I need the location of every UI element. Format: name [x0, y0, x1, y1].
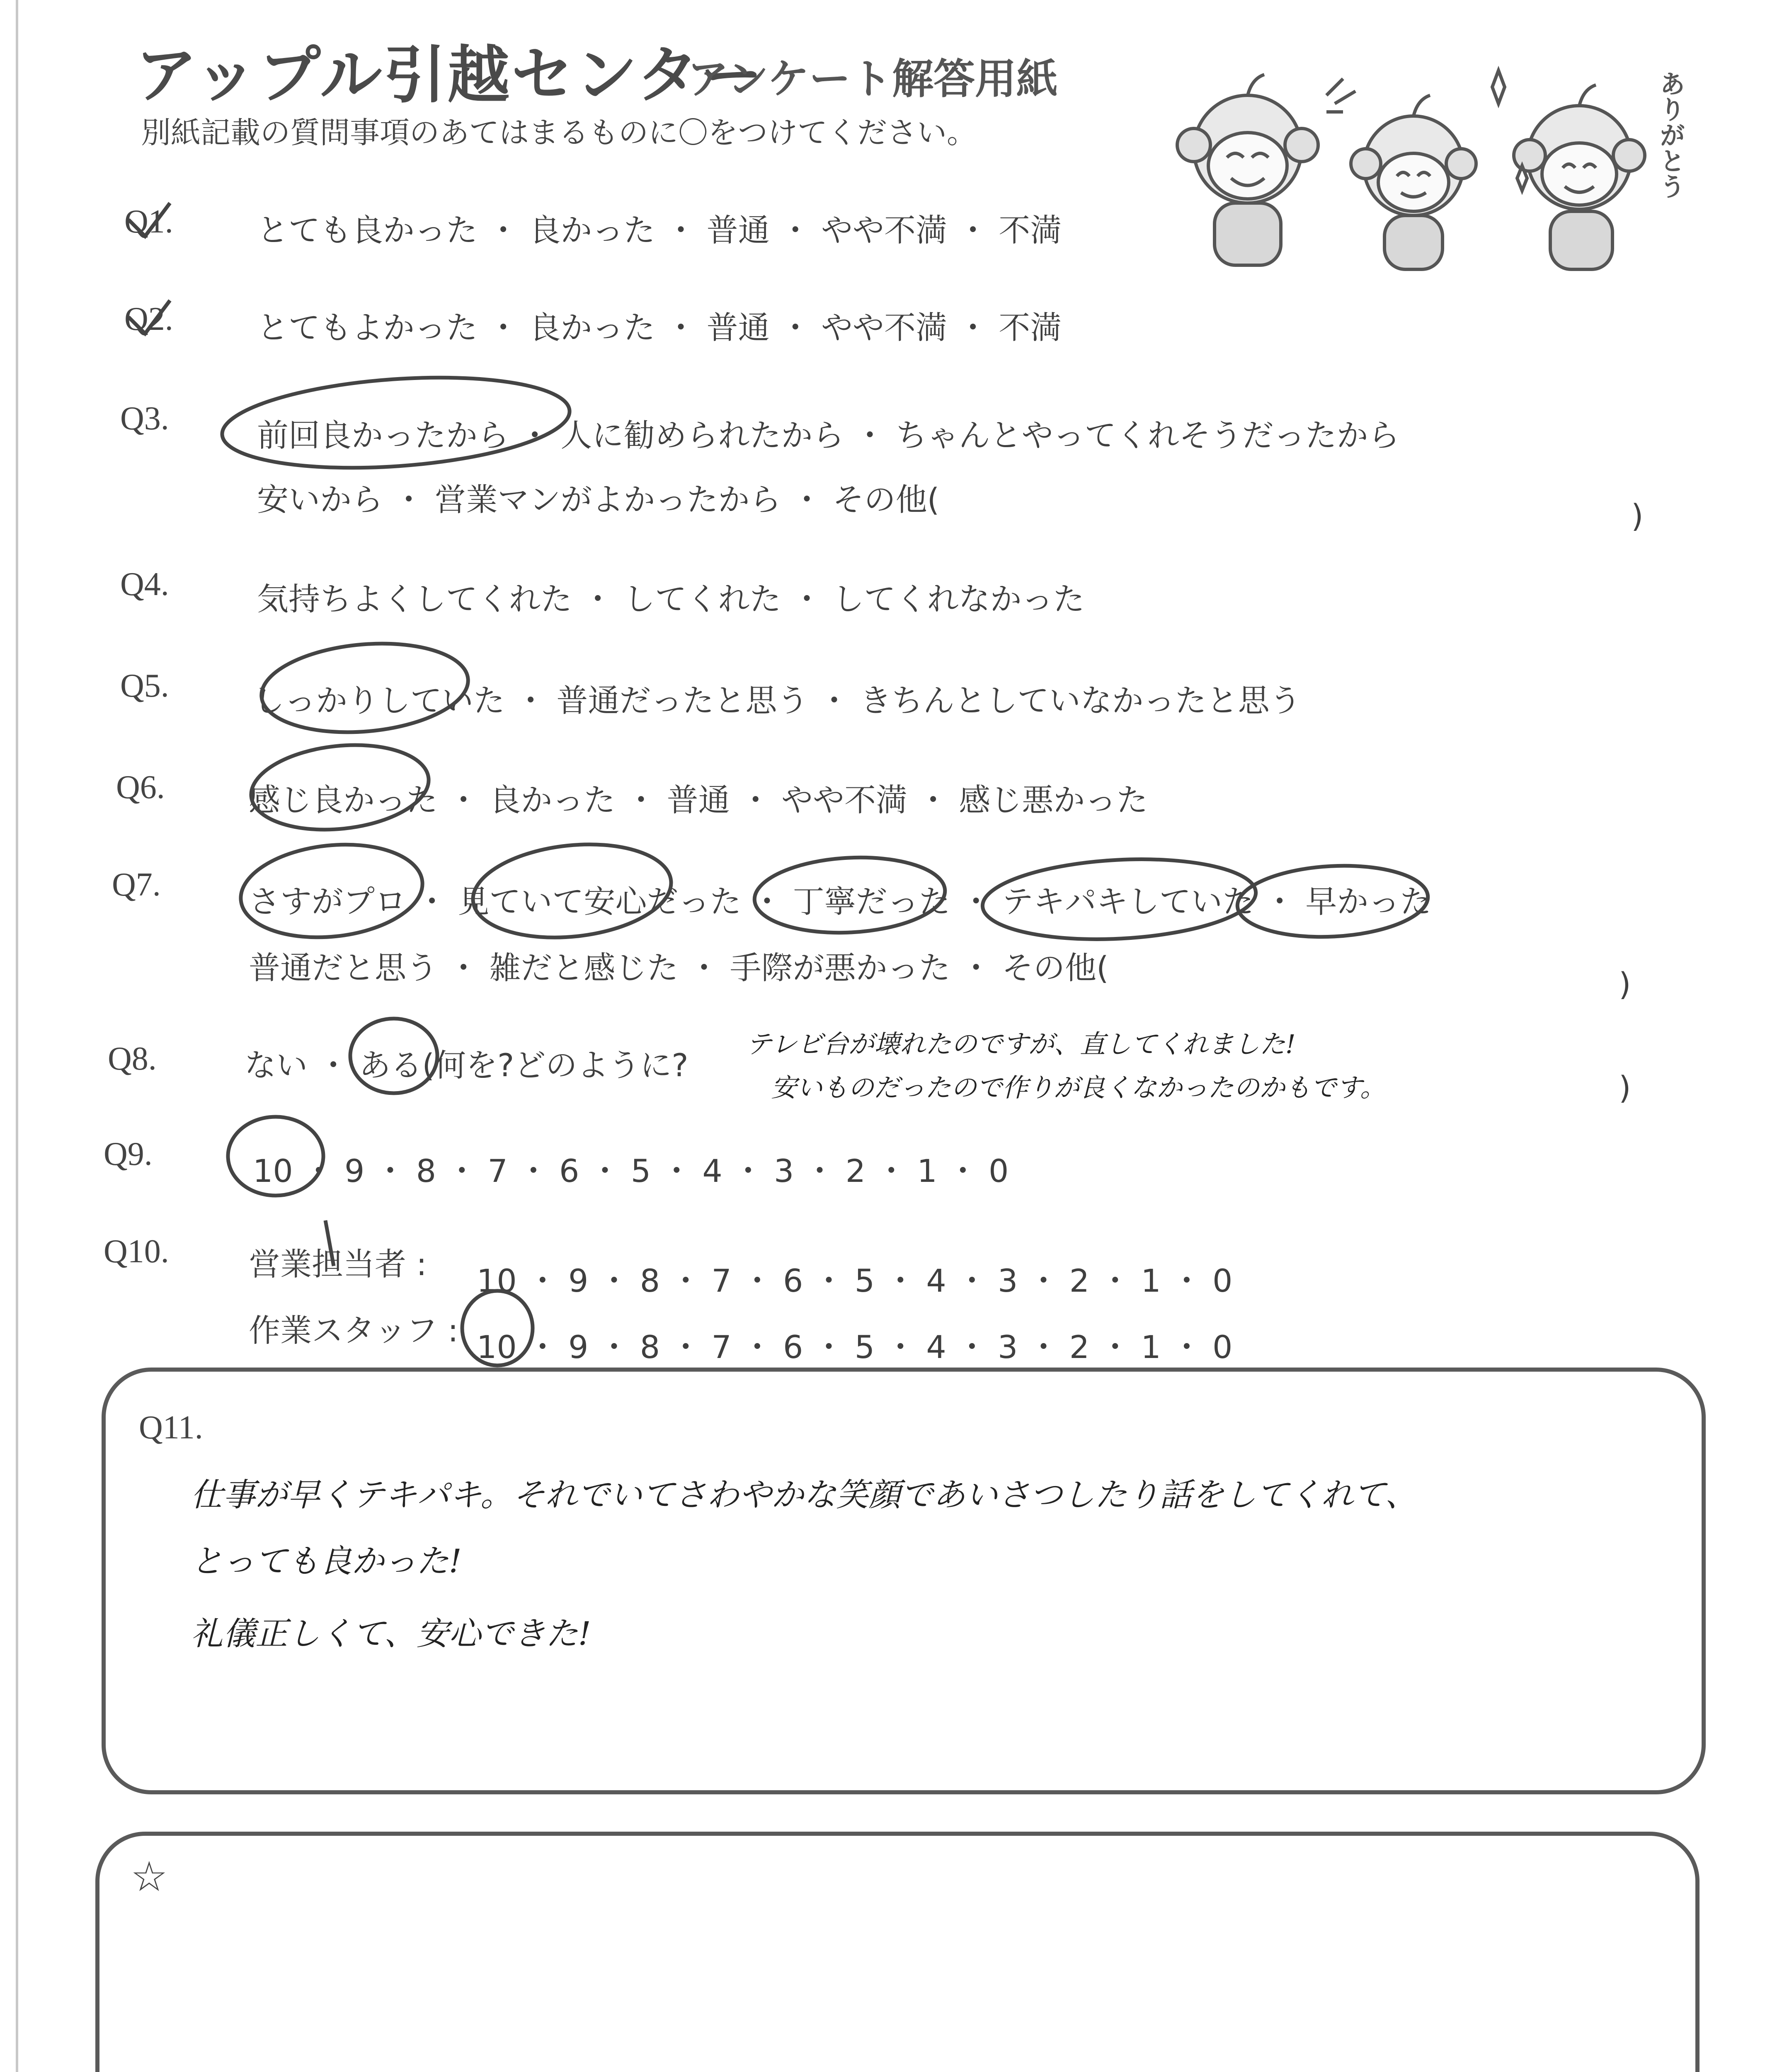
q1-label: Q1.: [124, 203, 173, 240]
q6-label: Q6.: [116, 769, 165, 806]
q11-comment-line2: とっても良かった!: [191, 1543, 462, 1580]
instruction-text: 別紙記載の質問事項のあてはまるものに〇をつけてください。: [141, 115, 977, 150]
q10-sales-scale[interactable]: 10 ・ 9 ・ 8 ・ 7 ・ 6 ・ 5 ・ 4 ・ 3 ・ 2 ・ 1 ・ 0: [477, 1262, 1233, 1299]
q3-close-paren: ): [1631, 497, 1644, 534]
q7-label: Q7.: [112, 867, 161, 903]
q1-options[interactable]: とても良かった ・ 良かった ・ 普通 ・ やや不満 ・ 不満: [257, 212, 1062, 249]
q10-staff-label: 作業スタッフ :: [249, 1312, 458, 1349]
q10-staff-scale[interactable]: 10 ・ 9 ・ 8 ・ 7 ・ 6 ・ 5 ・ 4 ・ 3 ・ 2 ・ 1 ・ 0: [477, 1329, 1233, 1365]
q7-options-line1[interactable]: さすがプロ ・ 見ていて安心だった ・ 丁寧だった ・ テキパキしていた ・ 早かった: [249, 883, 1432, 920]
q2-label: Q2.: [124, 301, 173, 337]
company-title: アップル引越センター: [135, 39, 764, 111]
q8-close-paren: ): [1619, 1069, 1631, 1106]
q7-circle-3: [753, 853, 947, 937]
q9-circle: [228, 1117, 323, 1196]
form-subtitle: アンケート解答用紙: [687, 55, 1058, 103]
q7-options-line2[interactable]: 普通だと思う ・ 雑だと感じた ・ 手際が悪かった ・ その他(: [249, 949, 1109, 986]
q9-label: Q9.: [104, 1136, 153, 1172]
q5-options[interactable]: しっかりしていた ・ 普通だったと思う ・ きちんとしていなかったと思う: [253, 682, 1301, 719]
q7-circle-4: [980, 853, 1258, 946]
q10-label: Q10.: [104, 1233, 169, 1270]
q7-circle-2: [468, 835, 676, 947]
mascot-thanks-text: ありがとう: [1655, 70, 1686, 199]
q11-comment-line3: 礼儀正しくて、安心できた!: [191, 1615, 591, 1653]
q3-options-line2[interactable]: 安いから ・ 営業マンがよかったから ・ その他(: [257, 481, 940, 518]
q3-label: Q3.: [120, 400, 169, 437]
q5-label: Q5.: [120, 668, 169, 704]
q10-sales-label: 営業担当者 :: [249, 1246, 427, 1283]
q10-tick-mark: [325, 1220, 334, 1266]
q7-circle-5: [1236, 861, 1430, 942]
q8-circle: [350, 1019, 437, 1093]
q4-label: Q4.: [120, 566, 169, 603]
q9-scale[interactable]: 10 ・ 9 ・ 8 ・ 7 ・ 6 ・ 5 ・ 4 ・ 3 ・ 2 ・ 1 ・ 0: [253, 1152, 1009, 1189]
q6-options[interactable]: 感じ良かった ・ 良かった ・ 普通 ・ やや不満 ・ 感じ悪かった: [249, 782, 1148, 818]
q5-circle: [258, 636, 472, 741]
q11-comment-line1: 仕事が早くテキパキ。それでいてさわやかな笑顔であいさつしたり話をしてくれて、: [191, 1477, 1418, 1514]
q8-handwritten-line1: テレビ台が壊れたのですが、直してくれました!: [746, 1029, 1296, 1059]
q2-options[interactable]: とてもよかった ・ 良かった ・ 普通 ・ やや不満 ・ 不満: [257, 309, 1062, 346]
q8-handwritten-line2: 安いものだったので作りが良くなかったのかもです。: [771, 1072, 1386, 1103]
q10-staff-circle: [462, 1291, 533, 1365]
q3-circle: [219, 367, 573, 478]
q3-options-line1[interactable]: 前回良かったから ・ 人に勧められたから ・ ちゃんとやってくれそうだったから: [257, 417, 1400, 454]
q4-options[interactable]: 気持ちよくしてくれた ・ してくれた ・ してくれなかった: [257, 581, 1085, 617]
q6-circle: [247, 737, 433, 838]
q7-circle-1: [236, 836, 427, 946]
star-icon: ☆: [131, 1852, 168, 1901]
q8-options[interactable]: ない ・ ある(何を?どのように?: [245, 1047, 689, 1084]
q1-check-mark: [128, 203, 170, 236]
q8-label: Q8.: [108, 1041, 157, 1077]
q4-check-mark: [307, 584, 315, 593]
q2-check-mark: [128, 300, 170, 334]
q11-label: Q11.: [139, 1409, 203, 1446]
q7-close-paren: ): [1619, 966, 1631, 1002]
star-comment-box: [95, 1832, 1700, 2072]
